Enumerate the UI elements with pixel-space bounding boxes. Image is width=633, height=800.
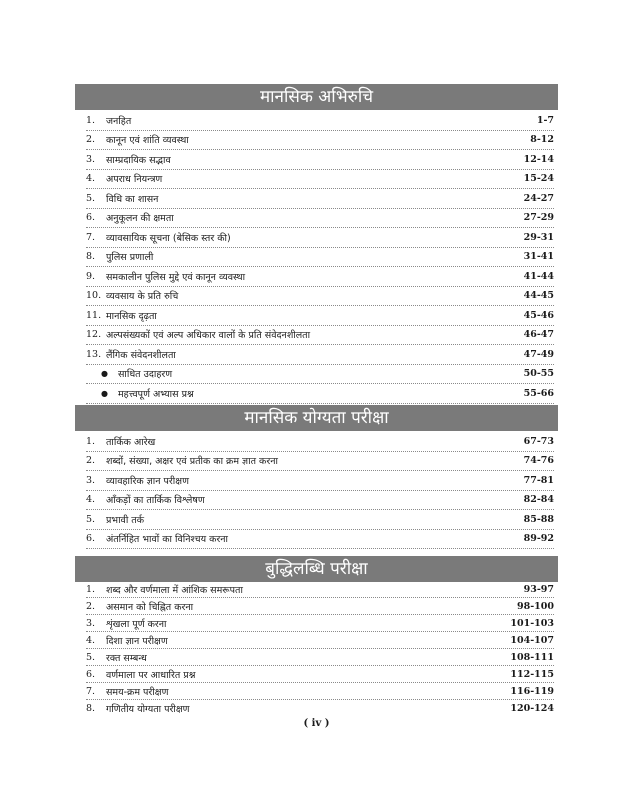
item-number: 8. [86, 251, 96, 263]
page-number: ( iv ) [303, 718, 330, 729]
item-pages: 74-76 [523, 455, 554, 467]
item-title: अंतर्निहित भावों का विनिश्चय करना [106, 534, 229, 546]
list-item[interactable] [86, 615, 554, 632]
item-title: कानून एवं शांति व्यवस्था [106, 135, 189, 147]
item-title: साम्प्रदायिक सद्भाव [106, 154, 171, 166]
item-pages: 67-73 [523, 435, 554, 447]
item-number: 3. [86, 474, 96, 486]
item-number: 12. [86, 329, 102, 341]
item-title: महत्त्वपूर्ण अभ्यास प्रश्न [118, 388, 194, 400]
list-item[interactable] [86, 248, 554, 268]
list-item[interactable] [86, 432, 554, 452]
list-item[interactable] [86, 598, 554, 615]
item-title: शृंखला पूर्ण करना [106, 618, 167, 630]
item-number: 8. [86, 703, 96, 714]
item-pages: 12-14 [523, 153, 554, 165]
list-item[interactable] [86, 452, 554, 472]
item-title: तार्किक आरेख [106, 436, 156, 448]
item-title: शब्द और वर्णमाला में आंशिक समरूपता [106, 584, 243, 596]
item-pages: 50-55 [523, 368, 554, 380]
list-item[interactable] [86, 491, 554, 511]
bullet-icon: ● [101, 369, 108, 379]
list-item[interactable] [86, 131, 554, 151]
item-title: व्यावसायिक सूचना (बेसिक स्तर की) [106, 232, 231, 244]
list-item[interactable] [86, 306, 554, 326]
list-item[interactable] [86, 150, 554, 170]
item-number: 1. [86, 583, 96, 595]
item-title: आँकड़ों का तार्किक विश्लेषण [106, 495, 205, 507]
item-pages: 15-24 [523, 173, 554, 185]
list-item[interactable] [86, 189, 554, 209]
item-number: 4. [86, 634, 96, 646]
item-pages: 82-84 [523, 494, 554, 506]
section-title: बुद्धिलब्धि परीक्षा [265, 559, 368, 579]
item-pages: 112-115 [510, 668, 554, 680]
list-item[interactable] [86, 510, 554, 530]
item-pages: 41-44 [523, 270, 554, 282]
item-number: 5. [86, 651, 96, 663]
item-title: समय-क्रम परीक्षण [106, 686, 169, 698]
bullet-icon: ● [101, 388, 108, 398]
item-number: 2. [86, 600, 96, 612]
item-number: 4. [86, 494, 96, 506]
item-title: गणितीय योग्यता परीक्षण [106, 704, 190, 715]
item-pages: 120-124 [510, 703, 554, 714]
list-item[interactable] [86, 345, 554, 365]
item-title: शब्दों, संख्या, अक्षर एवं प्रतीक का क्रम ज्ञात करना [106, 456, 278, 468]
list-item[interactable] [86, 287, 554, 307]
item-number: 10. [86, 290, 102, 302]
item-pages: 77-81 [523, 474, 554, 486]
item-pages: 55-66 [523, 387, 554, 399]
item-title: साधित उदाहरण [118, 369, 173, 381]
item-title: व्यावहारिक ज्ञान परीक्षण [106, 475, 189, 487]
item-number: 5. [86, 192, 96, 204]
item-pages: 1-7 [536, 114, 554, 126]
item-title: समकालीन पुलिस मुद्दे एवं कानून व्यवस्था [106, 271, 246, 283]
item-pages: 47-49 [523, 348, 554, 360]
item-title: रक्त सम्बन्ध [106, 652, 147, 664]
item-number: 7. [86, 231, 96, 243]
item-title: प्रभावी तर्क [106, 514, 145, 526]
section-header-iq-test [75, 556, 558, 582]
list-item[interactable] [86, 683, 554, 700]
section-header-mental-ability-test [75, 405, 558, 431]
item-title: जनहित [106, 115, 132, 127]
item-title: अल्पसंख्यकों एवं अल्प अधिकार वालों के प्रति संवेदनशीलता [106, 330, 311, 342]
item-title: अनुकूलन की क्षमता [106, 213, 174, 225]
section-title: मानसिक अभिरुचि [259, 87, 374, 107]
section-list-mental-aptitude [86, 111, 554, 404]
item-title: वर्णमाला पर आधारित प्रश्न [106, 669, 196, 681]
item-title: दिशा ज्ञान परीक्षण [106, 635, 168, 647]
item-pages: 85-88 [523, 513, 554, 525]
list-item[interactable] [86, 209, 554, 229]
list-subitem[interactable] [86, 365, 554, 385]
list-item[interactable] [86, 649, 554, 666]
item-title: लैंगिक संवेदनशीलता [106, 349, 176, 361]
item-number: 3. [86, 153, 96, 165]
item-pages: 29-31 [523, 231, 554, 243]
item-number: 5. [86, 513, 96, 525]
list-item[interactable] [86, 326, 554, 346]
item-title: पुलिस प्रणाली [106, 252, 154, 264]
item-pages: 46-47 [523, 329, 554, 341]
item-number: 1. [86, 435, 96, 447]
item-pages: 98-100 [517, 600, 554, 612]
item-title: व्यवसाय के प्रति रुचि [106, 291, 179, 303]
item-number: 3. [86, 617, 96, 629]
item-number: 11. [86, 309, 102, 321]
item-pages: 44-45 [523, 290, 554, 302]
section-list-mental-ability-test [86, 432, 554, 549]
item-pages: 89-92 [523, 533, 554, 545]
list-item[interactable] [86, 267, 554, 287]
item-pages: 93-97 [523, 583, 554, 595]
item-pages: 24-27 [523, 192, 554, 204]
list-item[interactable] [86, 666, 554, 683]
item-title: असमान को चिह्नित करना [106, 601, 194, 613]
section-title: मानसिक योग्यता परीक्षा [244, 408, 389, 428]
item-pages: 27-29 [523, 212, 554, 224]
item-number: 9. [86, 270, 96, 282]
list-item[interactable] [86, 170, 554, 190]
section-list-iq-test [86, 581, 554, 717]
item-title: विधि का शासन [106, 193, 159, 205]
list-item[interactable] [86, 530, 554, 550]
item-title: अपराध नियन्त्रण [106, 174, 163, 186]
item-number: 6. [86, 668, 96, 680]
item-number: 2. [86, 455, 96, 467]
list-item[interactable] [86, 632, 554, 649]
item-pages: 101-103 [510, 617, 554, 629]
item-pages: 108-111 [510, 651, 554, 663]
item-title: मानसिक दृढ़ता [106, 310, 157, 322]
item-number: 6. [86, 533, 96, 545]
list-item[interactable] [86, 471, 554, 491]
item-pages: 45-46 [523, 309, 554, 321]
item-number: 2. [86, 134, 96, 146]
list-subitem[interactable] [86, 384, 554, 404]
item-pages: 31-41 [523, 251, 554, 263]
item-number: 6. [86, 212, 96, 224]
list-item[interactable] [86, 228, 554, 248]
item-pages: 104-107 [510, 634, 554, 646]
item-number: 4. [86, 173, 96, 185]
list-item[interactable] [86, 700, 554, 717]
item-pages: 8-12 [530, 134, 554, 146]
item-number: 13. [86, 348, 102, 360]
item-number: 7. [86, 685, 96, 697]
item-number: 1. [86, 114, 96, 126]
item-pages: 116-119 [510, 685, 554, 697]
list-item[interactable] [86, 581, 554, 598]
section-header-mental-aptitude [75, 84, 558, 110]
list-item[interactable] [86, 111, 554, 131]
